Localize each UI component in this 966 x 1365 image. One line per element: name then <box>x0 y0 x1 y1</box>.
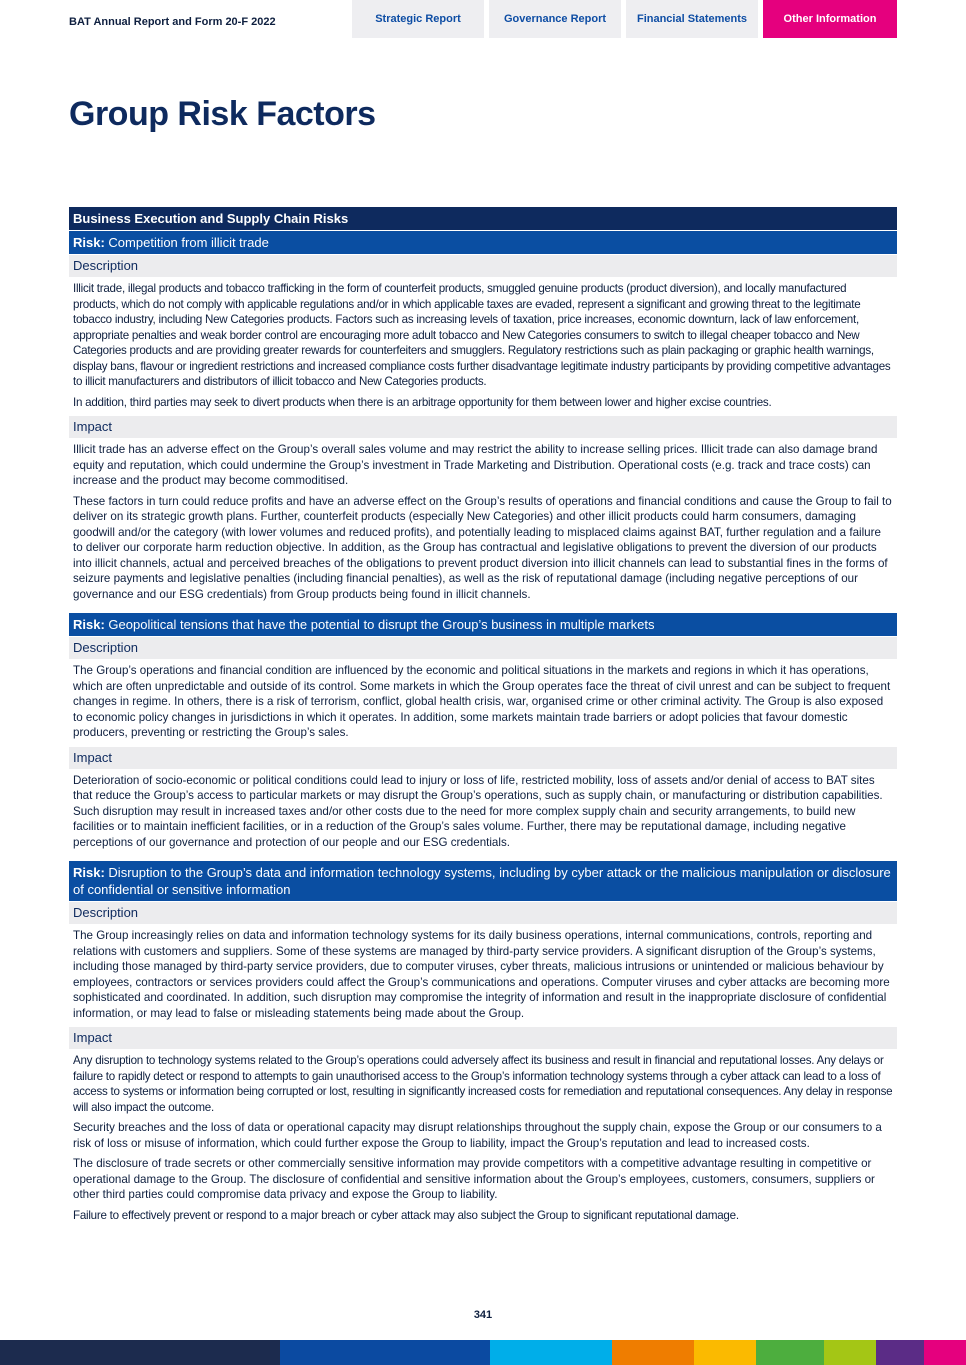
impact-paragraph: Security breaches and the loss of data or operational capacity may disrupt relationships throughout the supply chain, expose the Group or our consumers to a risk of loss or misuse of information, which could further expose the Group to liability, impact the Group’s reputation and lead to increased costs. <box>73 1121 882 1150</box>
footer-band <box>694 1340 756 1365</box>
risk-header <box>69 861 897 901</box>
impact-paragraph: These factors in turn could reduce profits and have an adverse effect on the Group’s results of operations and financial conditions and cause the Group to fail to deliver on its strategic growth plans. Further, counterfeit products (especially New Categories) and other illicit products could harm consumers, damaging goodwill and/or the category (with lower volumes and reduced profits), and potentially leading to misplaced claims against BAT, further regulation and a failure to deliver our corporate harm reduction objective. In addition, as the Group has contractual and legislative obligations to prevent the diversion of our products into illicit channels, actual and perceived breaches of the obligations to prevent product diversion into illicit channels can lead to substantial fines in the forms of seizure payments and legislative penalties (including financial penalties), as well as the risk of reputational damage (including negative perceptions of our governance and our ESG credentials) from Group products being found in illicit channels. <box>73 494 892 601</box>
footer-color-bar <box>0 1340 966 1365</box>
impact-paragraph: Deterioration of socio-economic or political conditions could lead to injury or loss of life, restricted mobility, loss of assets and/or denial of access to BAT sites that reduce the Group’s access to particular markets or may disrupt the Group’s operations, such as supply chain, or manufacturing or distribution capabilities. Such disruption may result in increased taxes and/or other costs due to the need for more complex supply chain and security arrangements, to build new facilities or to maintain inefficient facilities, or in a reduction of the Group’s sales volume. Further, there may be reputational damage, including negative perceptions of our governance and protection of our people and our ESG credentials. <box>73 773 883 849</box>
risk-title: Geopolitical tensions that have the potential to disrupt the Group’s business in multiple markets <box>108 617 655 632</box>
footer-band <box>280 1340 490 1365</box>
impact-paragraph: Illicit trade has an adverse effect on the Group’s overall sales volume and may restrict the ability to increase selling prices. Illicit trade can also damage brand equity and reputation, which could undermine the Group’s investment in Trade Marketing and Distribution. Operational costs (e.g. track and trace costs) can increase and the product may become commoditised. <box>73 443 878 487</box>
description-paragraph: Illicit trade, illegal products and tobacco trafficking in the form of counterfeit products, smuggled genuine products (product diversion), and locally manufactured products, which do not comply with applicable regulations and/or in which applicable taxes are evaded, represent a significant and growing threat to the legitimate tobacco industry, including New Categories products. Factors such as increasing levels of taxation, price increases, economic downturn, lack of law enforcement, appropriate penalties and weak border control are encouraging more adult tobacco and New Categories consumers to switch to illegal cheaper tobacco and New Categories products and are providing greater rewards for counterfeiters and smugglers. Regulatory restrictions such as plain packaging or graphic health warnings, display bans, flavour or ingredient restrictions and increased compliance costs further disadvantage legitimate industry participants by providing competitive advantages to illicit manufacturers and distributors of illicit tobacco and New Categories products. <box>73 282 891 388</box>
footer-band <box>0 1340 280 1365</box>
footer-band <box>924 1340 966 1365</box>
footer-band <box>756 1340 824 1365</box>
impact-paragraph: The disclosure of trade secrets or other commercially sensitive information may provide competitors with a competitive advantage resulting in competitive or operational damage to the Group. The disclosure of confidential and sensitive information about the Group’s employees, customers, consumers, suppliers or other third parties could compromise data privacy and expose the Group to liability. <box>73 1157 875 1201</box>
tab-strategic-report[interactable]: Strategic Report <box>352 0 484 38</box>
impact-paragraph: Failure to effectively prevent or respond to a major breach or cyber attack may also subject the Group to significant reputational damage. <box>73 1208 739 1222</box>
risk-table <box>69 207 897 1223</box>
risk-prefix: Risk: <box>73 617 105 632</box>
report-title: BAT Annual Report and Form 20-F 2022 <box>69 16 276 28</box>
impact-header: Impact <box>69 747 897 769</box>
risk-header <box>69 231 897 254</box>
description-header: Description <box>69 637 897 659</box>
impact-paragraph: Any disruption to technology systems related to the Group’s operations could adversely affect its business and result in financial and reputational losses. Any delays or failure to rapidly detect or respond to attempts to gain unauthorised access to the Group’s information technology systems through a cyber attack can lead to a loss of access to systems or information being corrupted or lost, resulting in significantly increased costs for remediation and reputational consequences. Any delay in response will also impact the outcome. <box>73 1054 893 1114</box>
risk-title: Competition from illicit trade <box>108 235 269 250</box>
footer-band <box>876 1340 924 1365</box>
tab-financial-statements[interactable]: Financial Statements <box>626 0 758 38</box>
description-header: Description <box>69 902 897 924</box>
section-header: Business Execution and Supply Chain Risks <box>69 207 897 230</box>
impact-header: Impact <box>69 1027 897 1049</box>
description-paragraph: The Group’s operations and financial condition are influenced by the economic and political situations in the markets and regions in which it has operations, which are often unpredictable and outside of its control. Some markets in which the Group operates face the threat of civil unrest and can be subject to frequent changes in regime. In others, there is a risk of terrorism, conflict, global health crisis, war, organised crime or other criminal activity. The Group is also exposed to economic policy changes in jurisdictions in which it operates. In addition, some markets maintain trade barriers or adopt policies that favour domestic producers, preventing or restricting the Group’s sales. <box>73 664 891 739</box>
description-paragraph: The Group increasingly relies on data and information technology systems for its daily business operations, internal communications, controls, reporting and relations with customers and suppliers. Some of these systems are managed by third-party service providers. A significant disruption of the Group’s systems, including those managed by third-party service providers, due to computer viruses, cyber threats, malicious intrusions or unintended or malicious behaviour by employees, contractors or services providers could affect the Group’s communications and operations. Computer viruses and cyber attacks are becoming more sophisticated and coordinated. In addition, such disruption may compromise the integrity of information and result in the inappropriate disclosure of confidential information, or may lead to false or misleading statements being made about the Group. <box>73 929 890 1020</box>
tab-other-information[interactable]: Other Information <box>763 0 897 38</box>
risk-title: Disruption to the Group’s data and information technology systems, including by cyber attack or the malicious manipulation or disclosure of confidential or sensitive information <box>73 865 891 897</box>
page-number: 341 <box>473 1309 493 1321</box>
footer-band <box>490 1340 612 1365</box>
page-title: Group Risk Factors <box>69 95 376 133</box>
description-header: Description <box>69 255 897 277</box>
footer-band <box>824 1340 876 1365</box>
top-navigation <box>0 0 966 38</box>
impact-header: Impact <box>69 416 897 438</box>
risk-prefix: Risk: <box>73 235 105 250</box>
description-paragraph: In addition, third parties may seek to divert products when there is an arbitrage opportunity for them between lower and higher excise countries. <box>73 395 772 409</box>
risk-prefix: Risk: <box>73 865 105 880</box>
footer-band <box>612 1340 694 1365</box>
tab-governance-report[interactable]: Governance Report <box>489 0 621 38</box>
risk-header <box>69 613 897 636</box>
